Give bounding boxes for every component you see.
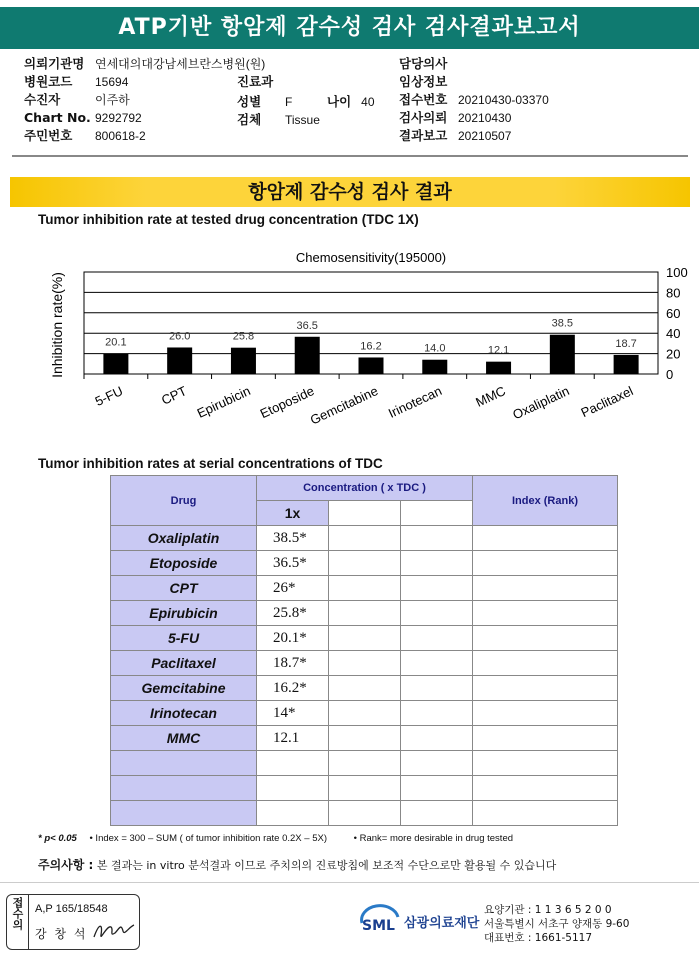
empty-cell <box>473 676 618 701</box>
bar <box>422 360 447 374</box>
results-table <box>110 475 618 826</box>
sex-label: 성별 <box>237 94 262 109</box>
patient-name-value: 이주하 <box>95 93 130 107</box>
table-row <box>111 726 618 751</box>
bar-data-label: 26.0 <box>168 330 191 343</box>
patient-info-right-values <box>458 55 549 145</box>
empty-cell <box>329 676 401 701</box>
field-label: 담당의사 <box>399 56 448 71</box>
empty-cell <box>329 551 401 576</box>
sex-value: F <box>285 95 293 109</box>
table-row <box>111 651 618 676</box>
inhibition-value-cell: 12.1 <box>257 726 329 751</box>
empty-cell <box>401 676 473 701</box>
y-tick-label: 40 <box>666 326 681 342</box>
age-label: 나이 <box>327 94 352 109</box>
inhibition-value-cell <box>257 776 329 801</box>
chart-no-value: 9292792 <box>95 111 142 125</box>
empty-cell <box>401 776 473 801</box>
field-label: 임상정보 <box>399 74 448 89</box>
bar <box>295 337 320 374</box>
empty-cell <box>473 551 618 576</box>
institution-value: 연세대의대강남세브란스병원(원) <box>95 57 266 71</box>
sex-field <box>237 93 261 111</box>
drug-name-cell: Oxaliplatin <box>111 526 257 551</box>
x-category-label: Gemcitabine <box>307 383 381 428</box>
inhibition-value-cell: 20.1* <box>257 626 329 651</box>
inhibition-value-cell: 14* <box>257 701 329 726</box>
chart-heading: Tumor inhibition rate at tested drug concentration (TDC 1X) <box>38 212 419 227</box>
caution-label: 주의사항 : <box>38 858 94 872</box>
bar <box>486 362 511 374</box>
signature-stamp <box>6 894 140 950</box>
inhibition-value-cell: 36.5* <box>257 551 329 576</box>
empty-cell <box>401 726 473 751</box>
drug-name-cell: CPT <box>111 576 257 601</box>
drug-name-cell <box>111 751 257 776</box>
drug-name-cell: 5-FU <box>111 626 257 651</box>
x-category-label: Irinotecan <box>385 383 445 421</box>
empty-cell <box>329 576 401 601</box>
stamp-side-label <box>7 895 29 949</box>
y-tick-label: 20 <box>666 346 681 362</box>
table-row <box>111 576 618 601</box>
y-tick-label: 100 <box>666 265 688 280</box>
field-label: 결과보고 <box>399 128 448 143</box>
bar <box>614 355 639 374</box>
empty-cell <box>473 601 618 626</box>
specimen-value-wrap <box>285 111 320 129</box>
lab-phone: 대표번호 : 1661-5117 <box>484 932 593 944</box>
empty-cell <box>473 576 618 601</box>
empty-cell <box>401 501 473 526</box>
caution-text: 본 결과는 in vitro 분석결과 이므로 주치의의 진료방침에 보조적 수단으로만 활용될 수 있습니다 <box>96 859 557 872</box>
empty-cell <box>329 701 401 726</box>
col-drug-header: Drug <box>111 476 257 526</box>
inhibition-value-cell: 26* <box>257 576 329 601</box>
empty-cell <box>401 551 473 576</box>
hospital-code-value: 15694 <box>95 75 129 89</box>
y-tick-label: 80 <box>666 285 681 301</box>
signature-icon <box>91 919 137 943</box>
drug-name-cell: Epirubicin <box>111 601 257 626</box>
empty-cell <box>329 801 401 826</box>
table-row <box>111 551 618 576</box>
field-label: 수진자 <box>24 92 61 107</box>
stamp-reference: A,P 165/18548 <box>35 903 108 915</box>
lab-address: 서울특별시 서초구 양재동 9-60 <box>484 918 630 930</box>
caution <box>38 856 556 873</box>
inhibition-value-cell <box>257 751 329 776</box>
age-value: 40 <box>361 95 375 109</box>
bar-data-label: 14.0 <box>424 342 446 355</box>
patient-info-right <box>399 55 447 145</box>
specimen-field <box>237 111 261 129</box>
bar <box>359 357 384 374</box>
inhibition-value-cell: 38.5* <box>257 526 329 551</box>
drug-name-cell: Etoposide <box>111 551 257 576</box>
resident-no-value: 800618-2 <box>95 129 146 143</box>
bar-data-label: 20.1 <box>105 336 127 349</box>
x-category-label: 5-FU <box>92 383 126 409</box>
empty-cell <box>329 776 401 801</box>
empty-cell <box>473 726 618 751</box>
bar <box>167 347 192 374</box>
empty-cell <box>473 776 618 801</box>
footnotes <box>38 833 513 844</box>
inhibition-value-cell: 16.2* <box>257 676 329 701</box>
request-date-value: 20210430 <box>458 111 512 125</box>
bar-data-label: 38.5 <box>551 317 574 330</box>
table-row <box>111 676 618 701</box>
empty-cell <box>329 501 401 526</box>
bar-data-label: 16.2 <box>360 340 382 353</box>
section-title: 항암제 감수성 검사 결과 <box>10 177 690 207</box>
specimen-label: 검체 <box>237 112 262 127</box>
report-date-value: 20210507 <box>458 129 512 143</box>
field-label: 접수번호 <box>399 92 448 107</box>
empty-cell <box>473 526 618 551</box>
pvalue-note: * p< 0.05 <box>38 833 77 844</box>
col-1x-header: 1x <box>257 501 329 526</box>
bar <box>550 335 575 374</box>
table-row <box>111 526 618 551</box>
field-label: Chart No. <box>24 110 91 125</box>
table-heading: Tumor inhibition rates at serial concentrations of TDC <box>38 456 383 471</box>
table-row <box>111 626 618 651</box>
empty-cell <box>473 751 618 776</box>
chart-title: Chemosensitivity(195000) <box>295 250 447 265</box>
index-note: • Index = 300 – SUM ( of tumor inhibition rate 0.2X – 5X) <box>89 833 327 844</box>
empty-cell <box>329 626 401 651</box>
col-conc-header: Concentration ( x TDC ) <box>257 476 473 501</box>
bar-data-label: 25.8 <box>232 330 255 343</box>
empty-cell <box>401 801 473 826</box>
drug-name-cell <box>111 801 257 826</box>
lab-address-block <box>484 903 629 945</box>
empty-cell <box>329 726 401 751</box>
accession-no-value: 20210430-03370 <box>458 93 549 107</box>
divider <box>12 155 688 157</box>
lab-code: 요양기관 : 1 1 3 6 5 2 0 0 <box>484 904 612 916</box>
inhibition-value-cell: 25.8* <box>257 601 329 626</box>
x-category-label: CPT <box>159 383 189 408</box>
bar-data-label: 18.7 <box>615 337 637 350</box>
logo-mark: SML <box>362 918 395 934</box>
empty-cell <box>401 701 473 726</box>
table-row <box>111 801 618 826</box>
empty-cell <box>473 651 618 676</box>
empty-cell <box>401 576 473 601</box>
lab-name: 삼광의료재단 <box>404 916 480 931</box>
x-category-label: MMC <box>473 383 508 410</box>
stamp-side-text: 접수의 <box>11 897 24 930</box>
field-label: 검사의뢰 <box>399 110 448 125</box>
empty-cell <box>473 701 618 726</box>
footer-divider <box>0 882 699 883</box>
col-index-header: Index (Rank) <box>473 476 618 526</box>
field-label: 의뢰기관명 <box>24 56 85 71</box>
empty-cell <box>329 651 401 676</box>
empty-cell <box>329 526 401 551</box>
empty-cell <box>401 626 473 651</box>
stamp-name: 강 창 석 <box>35 927 88 941</box>
y-axis-label: Inhibition rate(%) <box>49 272 65 378</box>
dept-field <box>237 73 273 91</box>
inhibition-value-cell: 18.7* <box>257 651 329 676</box>
field-label: 주민번호 <box>24 128 73 143</box>
table-row <box>111 701 618 726</box>
report-title: ATP기반 항암제 감수성 검사 검사결과보고서 <box>0 7 699 49</box>
y-tick-label: 60 <box>666 305 681 321</box>
drug-name-cell: Irinotecan <box>111 701 257 726</box>
drug-name-cell: Gemcitabine <box>111 676 257 701</box>
sml-logo-icon <box>358 903 402 935</box>
empty-cell <box>329 751 401 776</box>
age-field <box>327 93 375 111</box>
drug-name-cell: MMC <box>111 726 257 751</box>
table-row <box>111 776 618 801</box>
specimen-value: Tissue <box>285 113 320 127</box>
patient-info-left <box>24 55 91 145</box>
empty-cell <box>473 626 618 651</box>
drug-name-cell: Paclitaxel <box>111 651 257 676</box>
empty-cell <box>401 751 473 776</box>
table-row <box>111 601 618 626</box>
x-category-label: Etoposide <box>257 383 317 422</box>
empty-cell <box>401 651 473 676</box>
empty-cell <box>401 601 473 626</box>
x-category-label: Epirubicin <box>194 383 253 421</box>
x-category-label: Oxaliplatin <box>510 383 572 423</box>
x-category-label: Paclitaxel <box>578 383 636 421</box>
y-tick-label: 0 <box>666 367 674 382</box>
bar <box>103 353 128 374</box>
dept-label: 진료과 <box>237 74 274 89</box>
empty-cell <box>473 801 618 826</box>
empty-cell <box>401 526 473 551</box>
rank-note: • Rank= more desirable in drug tested <box>353 833 514 844</box>
field-label: 병원코드 <box>24 74 73 89</box>
table-row <box>111 751 618 776</box>
sex-value-wrap <box>285 93 292 111</box>
bar <box>231 348 256 374</box>
drug-name-cell <box>111 776 257 801</box>
bar-data-label: 36.5 <box>296 319 318 332</box>
inhibition-value-cell <box>257 801 329 826</box>
chemosensitivity-chart <box>0 240 699 440</box>
empty-cell <box>329 601 401 626</box>
bar-data-label: 12.1 <box>487 344 510 357</box>
